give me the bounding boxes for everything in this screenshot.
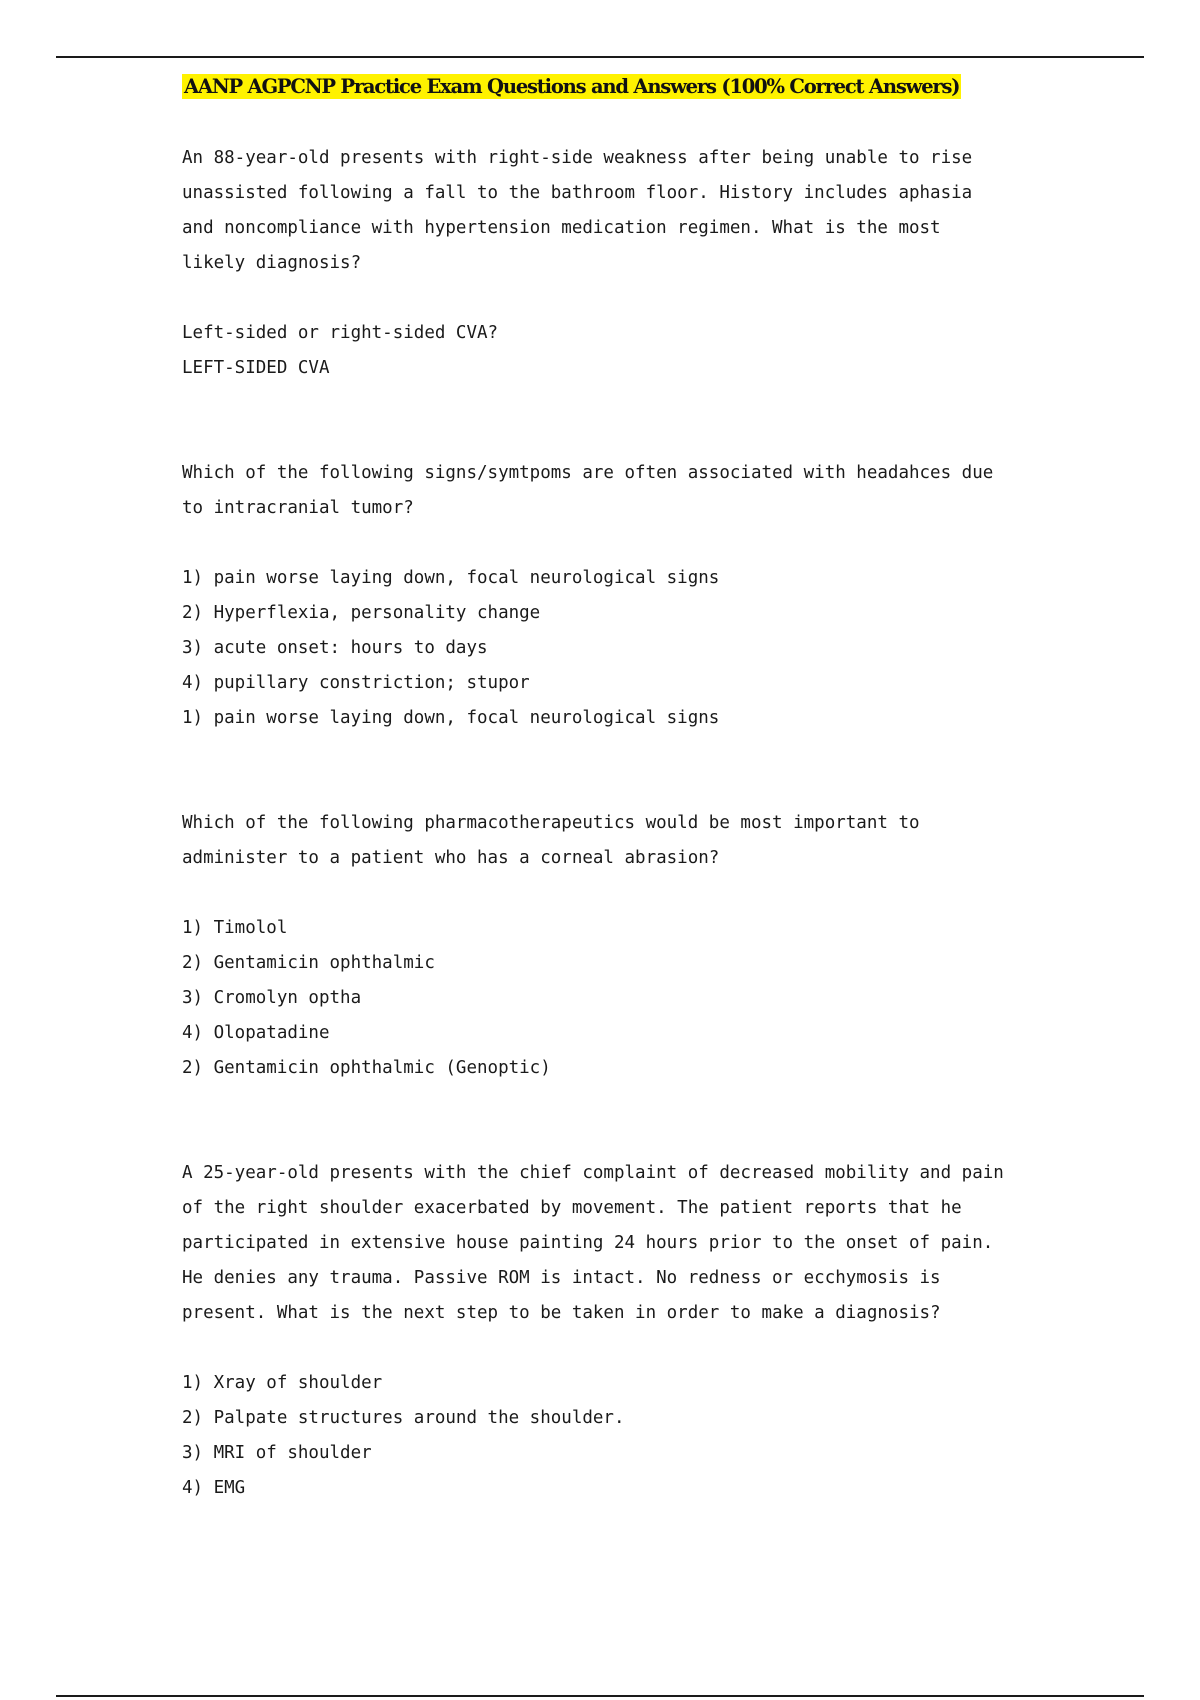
question-2-option-2: 2) Hyperflexia, personality change bbox=[182, 603, 541, 623]
document-title: AANP AGPCNP Practice Exam Questions and Answers (100% Correct Answers) bbox=[184, 75, 960, 98]
question-3-answer: 2) Gentamicin ophthalmic (Genoptic) bbox=[182, 1058, 551, 1078]
document-body bbox=[182, 70, 1032, 1506]
question-2-options bbox=[182, 561, 1032, 701]
question-4 bbox=[182, 1156, 1032, 1506]
question-4-option-1: 1) Xray of shoulder bbox=[182, 1373, 383, 1393]
question-3 bbox=[182, 806, 1032, 1086]
question-2-text: Which of the following signs/symtpoms are often associated with headahces due to intracranial tumor? bbox=[182, 463, 994, 518]
question-4-options bbox=[182, 1366, 1032, 1506]
question-1-answer: LEFT-SIDED CVA bbox=[182, 358, 330, 378]
question-3-options bbox=[182, 911, 1032, 1051]
question-2-option-1: 1) pain worse laying down, focal neurological signs bbox=[182, 568, 720, 588]
question-3-option-4: 4) Olopatadine bbox=[182, 1023, 330, 1043]
question-2-option-4: 4) pupillary constriction; stupor bbox=[182, 673, 530, 693]
question-4-option-2: 2) Palpate structures around the shoulder. bbox=[182, 1408, 625, 1428]
question-4-option-4: 4) EMG bbox=[182, 1478, 246, 1498]
question-4-text: A 25-year-old presents with the chief complaint of decreased mobility and pain of the right shoulder exacerbated by movement. The patient reports that he participated in extensive house painting 24 hours prior to the onset of pain. He denies any trauma. Passive ROM is intact. No redness or ecchymosis is present. What is the next step to be taken in order to make a diagnosis? bbox=[182, 1163, 1004, 1323]
question-3-text: Which of the following pharmacotherapeutics would be most important to administer to a patient who has a corneal abrasion? bbox=[182, 813, 920, 868]
question-1-text: An 88-year-old presents with right-side weakness after being unable to rise unassisted following a fall to the bathroom floor. History includes aphasia and noncompliance with hypertension medication regimen. What is the most likely diagnosis? bbox=[182, 148, 973, 273]
question-2-option-3: 3) acute onset: hours to days bbox=[182, 638, 488, 658]
question-3-option-2: 2) Gentamicin ophthalmic bbox=[182, 953, 435, 973]
question-2-answer: 1) pain worse laying down, focal neurological signs bbox=[182, 708, 720, 728]
question-1-sub-prompt: Left-sided or right-sided CVA? bbox=[182, 323, 499, 343]
question-3-option-1: 1) Timolol bbox=[182, 918, 288, 938]
question-4-option-3: 3) MRI of shoulder bbox=[182, 1443, 372, 1463]
top-rule bbox=[56, 56, 1144, 58]
question-3-option-3: 3) Cromolyn optha bbox=[182, 988, 362, 1008]
bottom-rule bbox=[56, 1695, 1144, 1697]
question-2 bbox=[182, 456, 1032, 736]
title-block bbox=[182, 70, 1032, 104]
question-1 bbox=[182, 141, 1032, 386]
